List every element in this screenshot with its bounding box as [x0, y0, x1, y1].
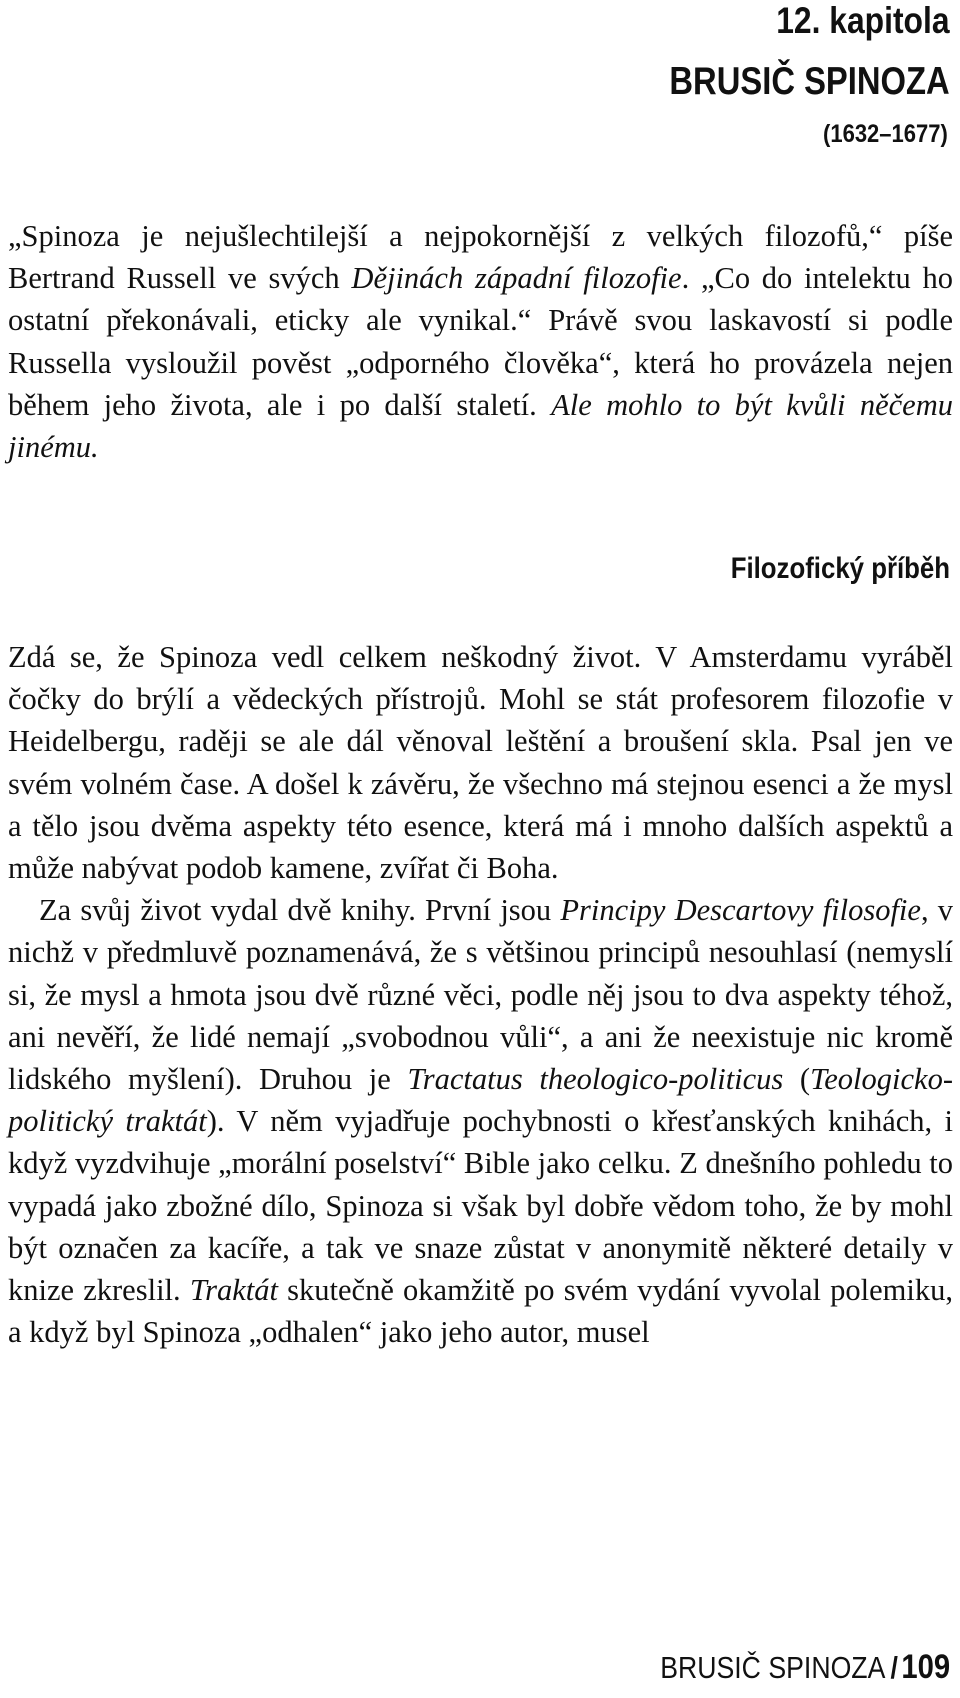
body-paragraph-2: [8, 889, 953, 1353]
paragraph-text: skutečně okamžitě po svém vydání vyvolal polemiku, a když byl Spinoza „odhalen“ jako jeho autor, musel: [8, 1273, 953, 1350]
book-title-italic: Tractatus theologico-politicus: [407, 1062, 784, 1097]
chapter-years: (1632–1677): [823, 120, 948, 148]
paragraph-text: ). V něm vyjadřuje pochybnosti o křesťanských knihách, i když vyzdvihuje „morální poselství“ Bible jako celku. Z dnešního pohledu to vypadá jako zbožné dílo, Spinoza si však byl dobře vědom toho, že by mohl být označen za kacíře, a tak ve snaze zůstat v anonymitě některé detaily v knize zkreslil.: [8, 1104, 954, 1308]
book-title-italic: Teologicko-politický traktát: [8, 1062, 953, 1139]
footer-separator: /: [890, 1650, 898, 1685]
paragraph-text: Za svůj život vydal dvě knihy. První jsou: [39, 893, 561, 928]
chapter-number: 12. kapitola: [776, 0, 950, 41]
intro-closing-italic: Ale mohlo to být kvůli něčemu jinému.: [8, 387, 953, 465]
page-footer: [660, 1648, 950, 1687]
intro-text: . „Co do intelektu ho ostatní překonávali, eticky ale vynikal.“ Právě svou laskavostí si podle Russella vysloužil pověst „odporného člověka“, která ho provázela nejen během jeho života, ale i po další staletí.: [8, 261, 954, 422]
body-paragraph-1: Zdá se, že Spinoza vedl celkem neškodný život. V Amsterdamu vyráběl čočky do brýlí a vědeckých přístrojů. Mohl se stát profesorem filozofie v Heidelbergu, raději se ale dál věnoval leštění a broušení skla. Psal jen ve svém volném čase. A došel k závěru, že všechno má stejnou esenci a že mysl a tělo jsou dvěma aspekty této esence, která má i mnoho dalších aspektů a může nabývat podob kamene, zvířat či Boha.: [8, 640, 953, 886]
chapter-title: BRUSIČ SPINOZA: [669, 60, 950, 103]
body-text: [8, 636, 953, 1353]
section-heading: Filozofický příběh: [730, 552, 950, 585]
paragraph-text: (: [783, 1062, 811, 1097]
book-title-italic: Traktát: [189, 1273, 278, 1308]
book-title-italic: Dějinách západní filozofie: [351, 261, 682, 296]
intro-text: „Spinoza je nejušlechtilejší a nejpokornější z velkých filozofů,“ píše Bertrand Russell ve svých: [8, 219, 953, 296]
paragraph-text: , v nichž v předmluvě poznamenává, že s většinou principů nesouhlasí (nemyslí si, že mysl a hmota jsou dvě různé věci, podle něj jsou to dva aspekty téhož, ani nevěří, že lidé nemají „svobodnou vůli“, a ani že neexistuje nic kromě lidského myšlení). Druhou je: [8, 893, 954, 1097]
running-title: BRUSIČ SPINOZA: [660, 1650, 886, 1685]
book-title-italic: Principy Descartovy filosofie: [560, 893, 921, 928]
intro-paragraph: [8, 215, 953, 468]
page-number: 109: [901, 1648, 950, 1686]
